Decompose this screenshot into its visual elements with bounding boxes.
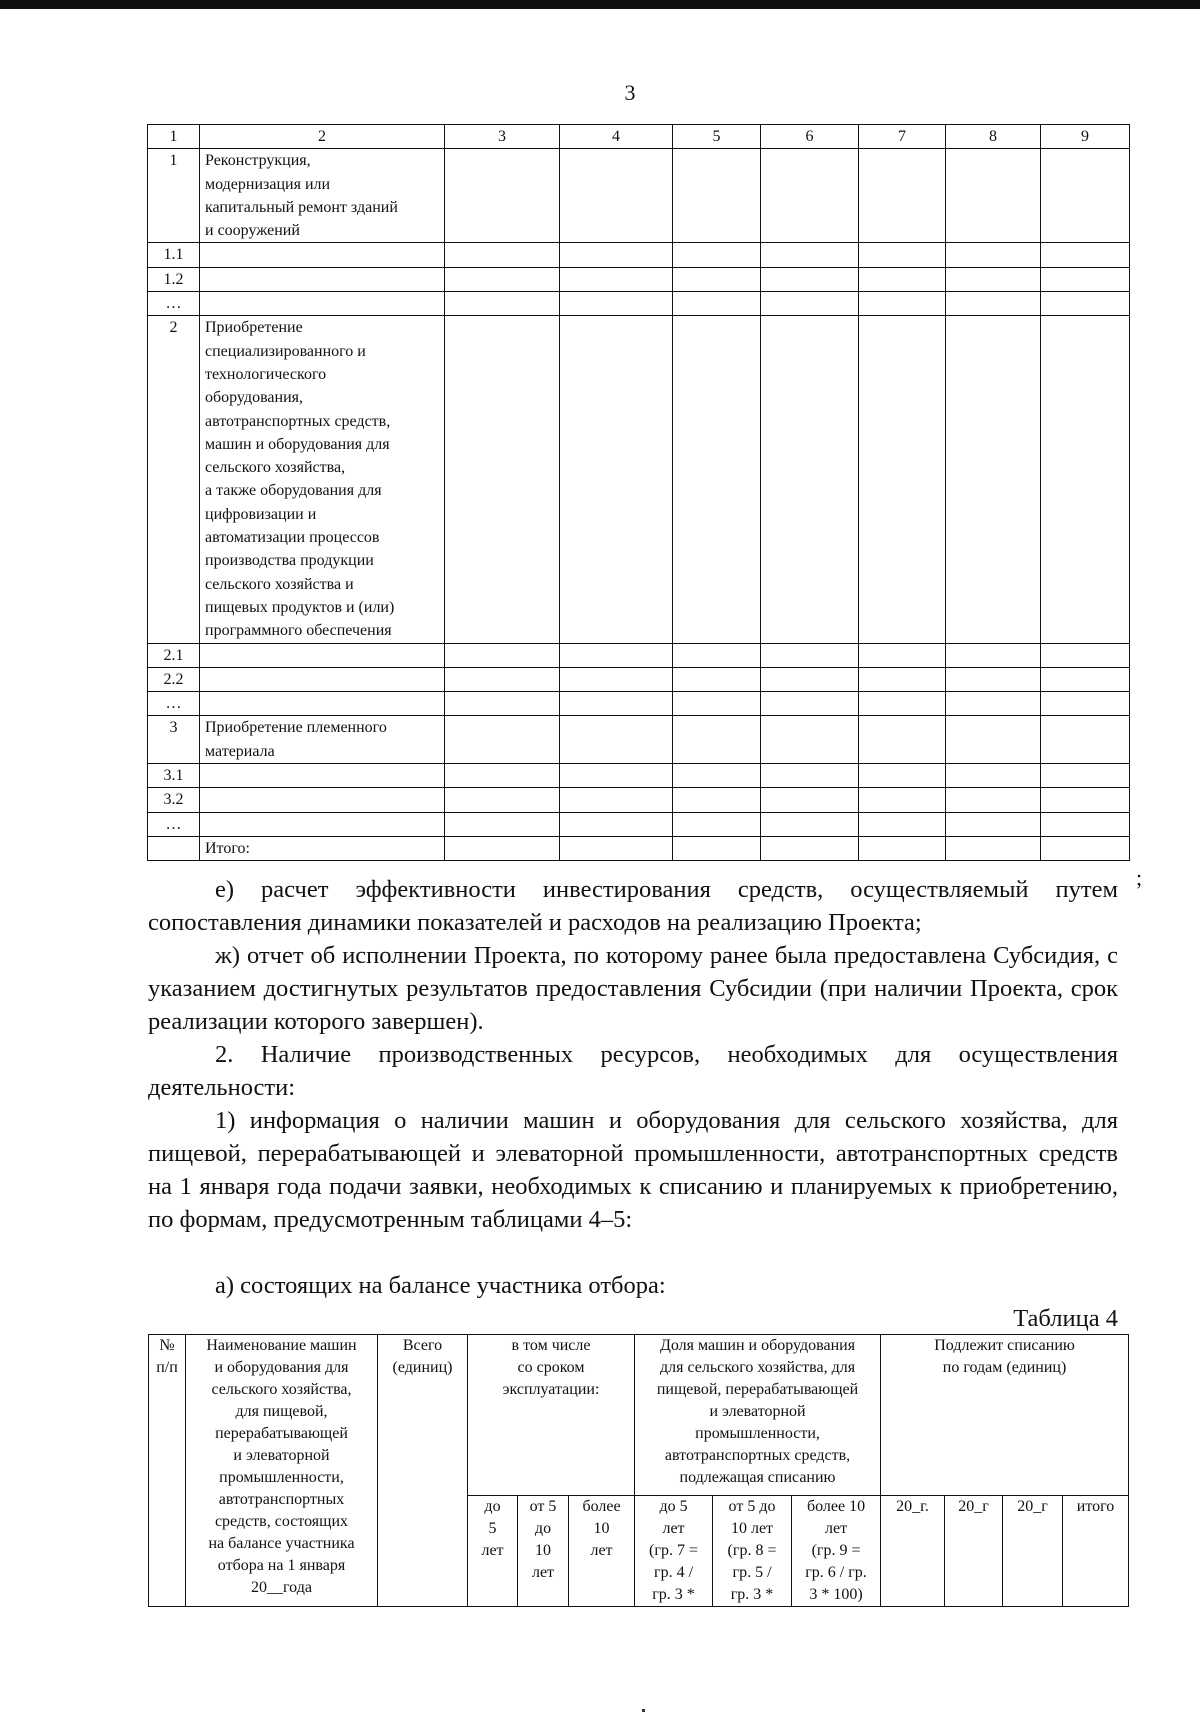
empty-cell bbox=[946, 267, 1041, 291]
row-number: 3.1 bbox=[148, 764, 200, 788]
empty-cell bbox=[859, 292, 946, 316]
empty-cell bbox=[946, 292, 1041, 316]
empty-cell bbox=[1041, 764, 1130, 788]
row-name bbox=[200, 316, 445, 643]
empty-cell bbox=[761, 316, 859, 643]
empty-cell bbox=[673, 716, 761, 764]
empty-cell bbox=[946, 836, 1041, 860]
paragraph-2: 2. Наличие производственных ресурсов, необходимых для осуществления деятельности: bbox=[148, 1041, 1118, 1101]
empty-cell bbox=[859, 716, 946, 764]
empty-cell bbox=[761, 836, 859, 860]
empty-cell bbox=[761, 149, 859, 243]
year-subheader-text: 20_г. bbox=[896, 1498, 929, 1515]
share-subheader-2 bbox=[713, 1496, 792, 1607]
empty-cell bbox=[859, 692, 946, 716]
empty-cell bbox=[1041, 643, 1130, 667]
empty-cell bbox=[445, 692, 560, 716]
empty-cell bbox=[761, 643, 859, 667]
row-number: 2.2 bbox=[148, 667, 200, 691]
row-number: 1.1 bbox=[148, 243, 200, 267]
column-number-4: 4 bbox=[560, 125, 673, 149]
empty-cell bbox=[859, 643, 946, 667]
row-name bbox=[200, 812, 445, 836]
column-number-8: 8 bbox=[946, 125, 1041, 149]
empty-cell bbox=[673, 149, 761, 243]
empty-cell bbox=[946, 788, 1041, 812]
empty-cell bbox=[859, 667, 946, 691]
empty-cell bbox=[1041, 836, 1130, 860]
row-name bbox=[200, 243, 445, 267]
paragraph-e: е) расчет эффективности инвестирования средств, осуществляемый путем сопоставления динамики показателей и расходов на реализацию Проекта; bbox=[148, 876, 1118, 936]
empty-cell bbox=[445, 788, 560, 812]
empty-cell bbox=[560, 812, 673, 836]
empty-cell bbox=[445, 667, 560, 691]
row-number: 1.2 bbox=[148, 267, 200, 291]
empty-cell bbox=[946, 643, 1041, 667]
term-subheader-text: до 5 лет bbox=[481, 1498, 504, 1559]
term-subheader-text: от 5 до 10 лет bbox=[529, 1498, 557, 1581]
empty-cell bbox=[946, 316, 1041, 643]
empty-cell bbox=[560, 267, 673, 291]
row-number bbox=[148, 836, 200, 860]
empty-cell bbox=[1041, 267, 1130, 291]
row-name bbox=[200, 267, 445, 291]
share-subheader-text: от 5 до 10 лет (гр. 8 = гр. 5 / гр. 3 * bbox=[727, 1498, 777, 1603]
year-subheader-4 bbox=[1063, 1496, 1129, 1607]
empty-cell bbox=[946, 149, 1041, 243]
empty-cell bbox=[673, 764, 761, 788]
table-row bbox=[148, 316, 1130, 643]
table-row bbox=[148, 836, 1130, 860]
empty-cell bbox=[1041, 667, 1130, 691]
projects-cost-table bbox=[147, 124, 1130, 861]
empty-cell bbox=[859, 267, 946, 291]
header-total: Всего (единиц) bbox=[378, 1335, 468, 1607]
empty-cell bbox=[673, 667, 761, 691]
term-subheader-1 bbox=[468, 1496, 518, 1607]
row-number: 3.2 bbox=[148, 788, 200, 812]
empty-cell bbox=[560, 643, 673, 667]
empty-cell bbox=[445, 243, 560, 267]
empty-cell bbox=[946, 692, 1041, 716]
empty-cell bbox=[445, 316, 560, 643]
row-name bbox=[200, 643, 445, 667]
header-writeoff: Подлежит списанию по годам (единиц) bbox=[881, 1335, 1129, 1496]
paragraph-2-1: 1) информация о наличии машин и оборудования для сельского хозяйства, для пищевой, перерабатывающей и элеваторной промышленности, автотранспортных средств на 1 января года подачи заявки, необходимых к списанию и планируемых к приобретению, по формам, предусмотренным таблицами 4–5: bbox=[148, 1107, 1118, 1233]
column-number-6: 6 bbox=[761, 125, 859, 149]
empty-cell bbox=[859, 243, 946, 267]
row-number: … bbox=[148, 692, 200, 716]
empty-cell bbox=[560, 316, 673, 643]
column-number-7: 7 bbox=[859, 125, 946, 149]
year-subheader-1 bbox=[881, 1496, 945, 1607]
empty-cell bbox=[445, 643, 560, 667]
empty-cell bbox=[673, 692, 761, 716]
table-end-semicolon: ; bbox=[1136, 865, 1143, 890]
empty-cell bbox=[445, 292, 560, 316]
empty-cell bbox=[859, 836, 946, 860]
row-name bbox=[200, 149, 445, 243]
empty-cell bbox=[761, 267, 859, 291]
term-subheader-text: более 10 лет bbox=[582, 1498, 621, 1559]
row-number: 2.1 bbox=[148, 643, 200, 667]
year-subheader-text: 20_г bbox=[958, 1498, 989, 1515]
table-row bbox=[148, 243, 1130, 267]
empty-cell bbox=[1041, 292, 1130, 316]
share-subheader-text: более 10 лет (гр. 9 = гр. 6 / гр. 3 * 100) bbox=[805, 1498, 867, 1603]
year-subheader-2 bbox=[945, 1496, 1003, 1607]
empty-cell bbox=[560, 836, 673, 860]
table-row bbox=[148, 764, 1130, 788]
empty-cell bbox=[673, 267, 761, 291]
empty-cell bbox=[445, 836, 560, 860]
empty-cell bbox=[946, 716, 1041, 764]
empty-cell bbox=[445, 716, 560, 764]
empty-cell bbox=[560, 667, 673, 691]
column-number-1: 1 bbox=[148, 125, 200, 149]
row-name bbox=[200, 836, 445, 860]
empty-cell bbox=[761, 812, 859, 836]
empty-cell bbox=[673, 316, 761, 643]
table-row bbox=[148, 643, 1130, 667]
empty-cell bbox=[673, 643, 761, 667]
column-number-row bbox=[148, 125, 1130, 149]
empty-cell bbox=[761, 764, 859, 788]
empty-cell bbox=[859, 149, 946, 243]
empty-cell bbox=[673, 836, 761, 860]
empty-cell bbox=[560, 149, 673, 243]
empty-cell bbox=[859, 764, 946, 788]
empty-cell bbox=[560, 764, 673, 788]
paragraph-a: а) состоящих на балансе участника отбора: bbox=[215, 1272, 666, 1299]
table-4-machines bbox=[148, 1334, 1129, 1607]
empty-cell bbox=[859, 812, 946, 836]
header-name: Наименование машин и оборудования для сельского хозяйства, для пищевой, перерабатывающей и элеваторной промышленности, автотранспортных средств, состоящих на балансе участника отбора на 1 января 20__года bbox=[186, 1335, 378, 1607]
empty-cell bbox=[761, 716, 859, 764]
share-subheader-1 bbox=[635, 1496, 713, 1607]
row-number: 1 bbox=[148, 149, 200, 243]
table-row bbox=[148, 667, 1130, 691]
column-number-3: 3 bbox=[445, 125, 560, 149]
paragraph-zh: ж) отчет об исполнении Проекта, по которому ранее была предоставлена Субсидия, с указанием достигнутых результатов предоставления Субсидии (при наличии Проекта, срок реализации которого завершен). bbox=[148, 942, 1118, 1035]
table-row bbox=[148, 812, 1130, 836]
share-subheader-text: до 5 лет (гр. 7 = гр. 4 / гр. 3 * bbox=[649, 1498, 698, 1603]
projects-table-body bbox=[148, 149, 1130, 861]
row-number: 3 bbox=[148, 716, 200, 764]
page-number: 3 bbox=[624, 80, 636, 105]
empty-cell bbox=[946, 243, 1041, 267]
empty-cell bbox=[946, 812, 1041, 836]
row-name bbox=[200, 788, 445, 812]
scan-artifact bbox=[642, 1709, 645, 1712]
row-name bbox=[200, 764, 445, 788]
empty-cell bbox=[761, 692, 859, 716]
row-name bbox=[200, 716, 445, 764]
header-term: в том числе со сроком эксплуатации: bbox=[468, 1335, 635, 1496]
scan-top-edge bbox=[0, 0, 1200, 9]
table-4-header-row bbox=[149, 1335, 1129, 1496]
column-number-2: 2 bbox=[200, 125, 445, 149]
empty-cell bbox=[946, 764, 1041, 788]
empty-cell bbox=[445, 764, 560, 788]
empty-cell bbox=[1041, 243, 1130, 267]
row-name-text: Приобретение племенного материала bbox=[205, 719, 387, 760]
row-number: … bbox=[148, 812, 200, 836]
term-subheader-3 bbox=[569, 1496, 635, 1607]
empty-cell bbox=[1041, 316, 1130, 643]
table-row bbox=[148, 149, 1130, 243]
empty-cell bbox=[673, 243, 761, 267]
row-name-text: Итого: bbox=[205, 839, 250, 857]
table-row bbox=[148, 716, 1130, 764]
empty-cell bbox=[1041, 149, 1130, 243]
empty-cell bbox=[445, 267, 560, 291]
table-row bbox=[148, 692, 1130, 716]
row-number: … bbox=[148, 292, 200, 316]
row-name bbox=[200, 692, 445, 716]
empty-cell bbox=[560, 243, 673, 267]
row-name bbox=[200, 667, 445, 691]
empty-cell bbox=[560, 692, 673, 716]
row-number: 2 bbox=[148, 316, 200, 643]
column-number-9: 9 bbox=[1041, 125, 1130, 149]
row-name-text: Реконструкция, модернизация или капитальный ремонт зданий и сооружений bbox=[205, 152, 398, 240]
year-subheader-text: 20_г bbox=[1017, 1498, 1048, 1515]
empty-cell bbox=[946, 667, 1041, 691]
row-name-text: Приобретение специализированного и технологического оборудования, автотранспортных средств, машин и оборудования для сельского хозяйства, а также оборудования для цифровизации и автоматизации процессов производства продукции сельского хозяйства и пищевых продуктов и (или) программного обеспечения bbox=[205, 319, 395, 640]
year-subheader-text: итого bbox=[1076, 1498, 1115, 1515]
empty-cell bbox=[673, 812, 761, 836]
table-row bbox=[148, 267, 1130, 291]
empty-cell bbox=[673, 788, 761, 812]
empty-cell bbox=[560, 716, 673, 764]
table-row bbox=[148, 292, 1130, 316]
table-row bbox=[148, 788, 1130, 812]
column-number-5: 5 bbox=[673, 125, 761, 149]
share-subheader-3 bbox=[792, 1496, 881, 1607]
empty-cell bbox=[761, 292, 859, 316]
empty-cell bbox=[445, 812, 560, 836]
empty-cell bbox=[859, 788, 946, 812]
empty-cell bbox=[1041, 812, 1130, 836]
empty-cell bbox=[1041, 716, 1130, 764]
empty-cell bbox=[1041, 692, 1130, 716]
empty-cell bbox=[761, 243, 859, 267]
empty-cell bbox=[560, 292, 673, 316]
term-subheader-2 bbox=[518, 1496, 569, 1607]
empty-cell bbox=[859, 316, 946, 643]
header-share: Доля машин и оборудования для сельского хозяйства, для пищевой, перерабатывающей и элеваторной промышленности, автотранспортных средств, подлежащая списанию bbox=[635, 1335, 881, 1496]
header-num: № п/п bbox=[149, 1335, 186, 1607]
empty-cell bbox=[673, 292, 761, 316]
empty-cell bbox=[761, 667, 859, 691]
empty-cell bbox=[445, 149, 560, 243]
row-name bbox=[200, 292, 445, 316]
empty-cell bbox=[560, 788, 673, 812]
empty-cell bbox=[1041, 788, 1130, 812]
empty-cell bbox=[761, 788, 859, 812]
year-subheader-3 bbox=[1003, 1496, 1063, 1607]
table-4-caption: Таблица 4 bbox=[1013, 1305, 1118, 1332]
